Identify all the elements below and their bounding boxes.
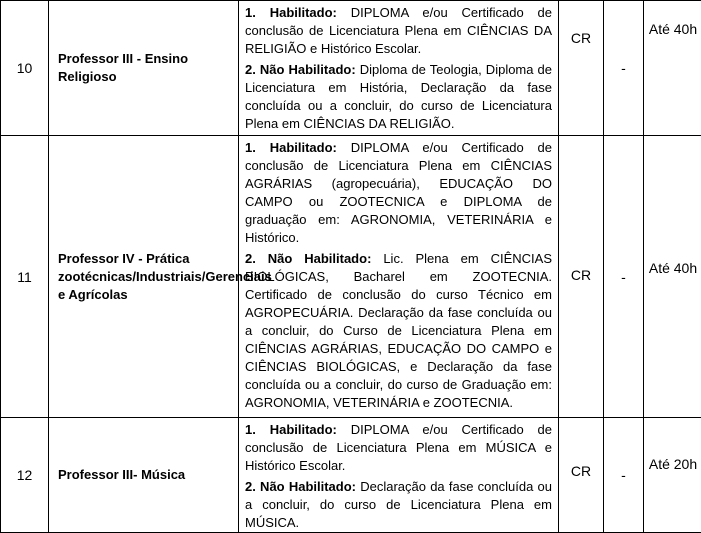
habilitado-text: DIPLOMA e/ou Certificado de conclusão de Licenciatura Plena em CIÊNCIAS DA RELIGIÃO e Histórico Escolar.	[245, 5, 552, 56]
nao-habilitado-label: 2. Não Habilitado:	[245, 62, 356, 77]
nao-habilitado-label: 2. Não Habilitado:	[245, 251, 371, 266]
nao-habilitado-label: 2. Não Habilitado:	[245, 479, 356, 494]
habilitado-text: DIPLOMA e/ou Certificado de conclusão de Licenciatura Plena em MÚSICA e Histórico Escolar.	[245, 422, 552, 473]
table-row	[1, 1, 701, 136]
row-number: 10	[1, 1, 49, 136]
nao-habilitado-text: Lic. Plena em CIÊNCIAS BIOLÓGICAS, Bacharel em ZOOTECNIA. Certificado de conclusão do curso Técnico em AGROPECUÁRIA. Declaração da fase concluída ou a concluir, do Curso de Licenciatura Plena em CIÊNCIAS AGRÁRIAS, EDUCAÇÃO DO CAMPO e CIÊNCIAS BIOLÓGICAS, e Declaração da fase concluída ou a concluir, do curso de Graduação em: AGRONOMIA, VETERINÁRIA e ZOOTECNIA.	[245, 251, 552, 410]
requisito-nao-habilitado	[245, 478, 552, 532]
habilitado-text: DIPLOMA e/ou Certificado de conclusão de Licenciatura Plena em CIÊNCIAS AGRÁRIAS (agropecuária), EDUCAÇÃO DO CAMPO ou ZOOTECNICA e DIPLOMA de graduação em: AGRONOMIA, VETERINÁRIA e Histórico.	[245, 140, 552, 245]
requisito-habilitado	[245, 139, 552, 247]
vagas-cell: CR	[559, 1, 604, 136]
table-row	[1, 136, 701, 418]
vagas-pne-cell: -	[604, 418, 644, 533]
carga-horaria-cell: Até 40h	[644, 136, 701, 418]
habilitado-label: 1. Habilitado:	[245, 422, 337, 437]
habilitado-label: 1. Habilitado:	[245, 5, 337, 20]
habilitado-label: 1. Habilitado:	[245, 140, 337, 155]
requisito-habilitado	[245, 4, 552, 58]
row-number: 11	[1, 136, 49, 418]
cargo-name: Professor III- Música	[49, 418, 239, 533]
nao-habilitado-text: Diploma de Teologia, Diploma de Licenciatura em História, Declaração da fase concluída ou a concluir, do curso de Licenciatura Plena em CIÊNCIAS DA RELIGIÃO.	[245, 62, 552, 131]
requisitos-cell	[239, 1, 559, 136]
requisito-nao-habilitado	[245, 61, 552, 133]
vagas-pne-cell: -	[604, 1, 644, 136]
row-number: 12	[1, 418, 49, 533]
nao-habilitado-text: Declaração da fase concluída ou a concluir, do curso de Licenciatura Plena em MÚSICA.	[245, 479, 552, 530]
vagas-cell: CR	[559, 418, 604, 533]
requisitos-cell	[239, 136, 559, 418]
carga-horaria-cell: Até 40h	[644, 1, 701, 136]
requisitos-cell	[239, 418, 559, 533]
table-row	[1, 418, 701, 533]
cargo-name: Professor IV - Prática zootécnicas/Industriais/Gerenciais e Agrícolas	[49, 136, 239, 418]
requisito-habilitado	[245, 421, 552, 475]
cargo-name: Professor III - Ensino Religioso	[49, 1, 239, 136]
requisito-nao-habilitado	[245, 250, 552, 412]
vagas-pne-cell: -	[604, 136, 644, 418]
vagas-cell: CR	[559, 136, 604, 418]
carga-horaria-cell: Até 20h	[644, 418, 701, 533]
